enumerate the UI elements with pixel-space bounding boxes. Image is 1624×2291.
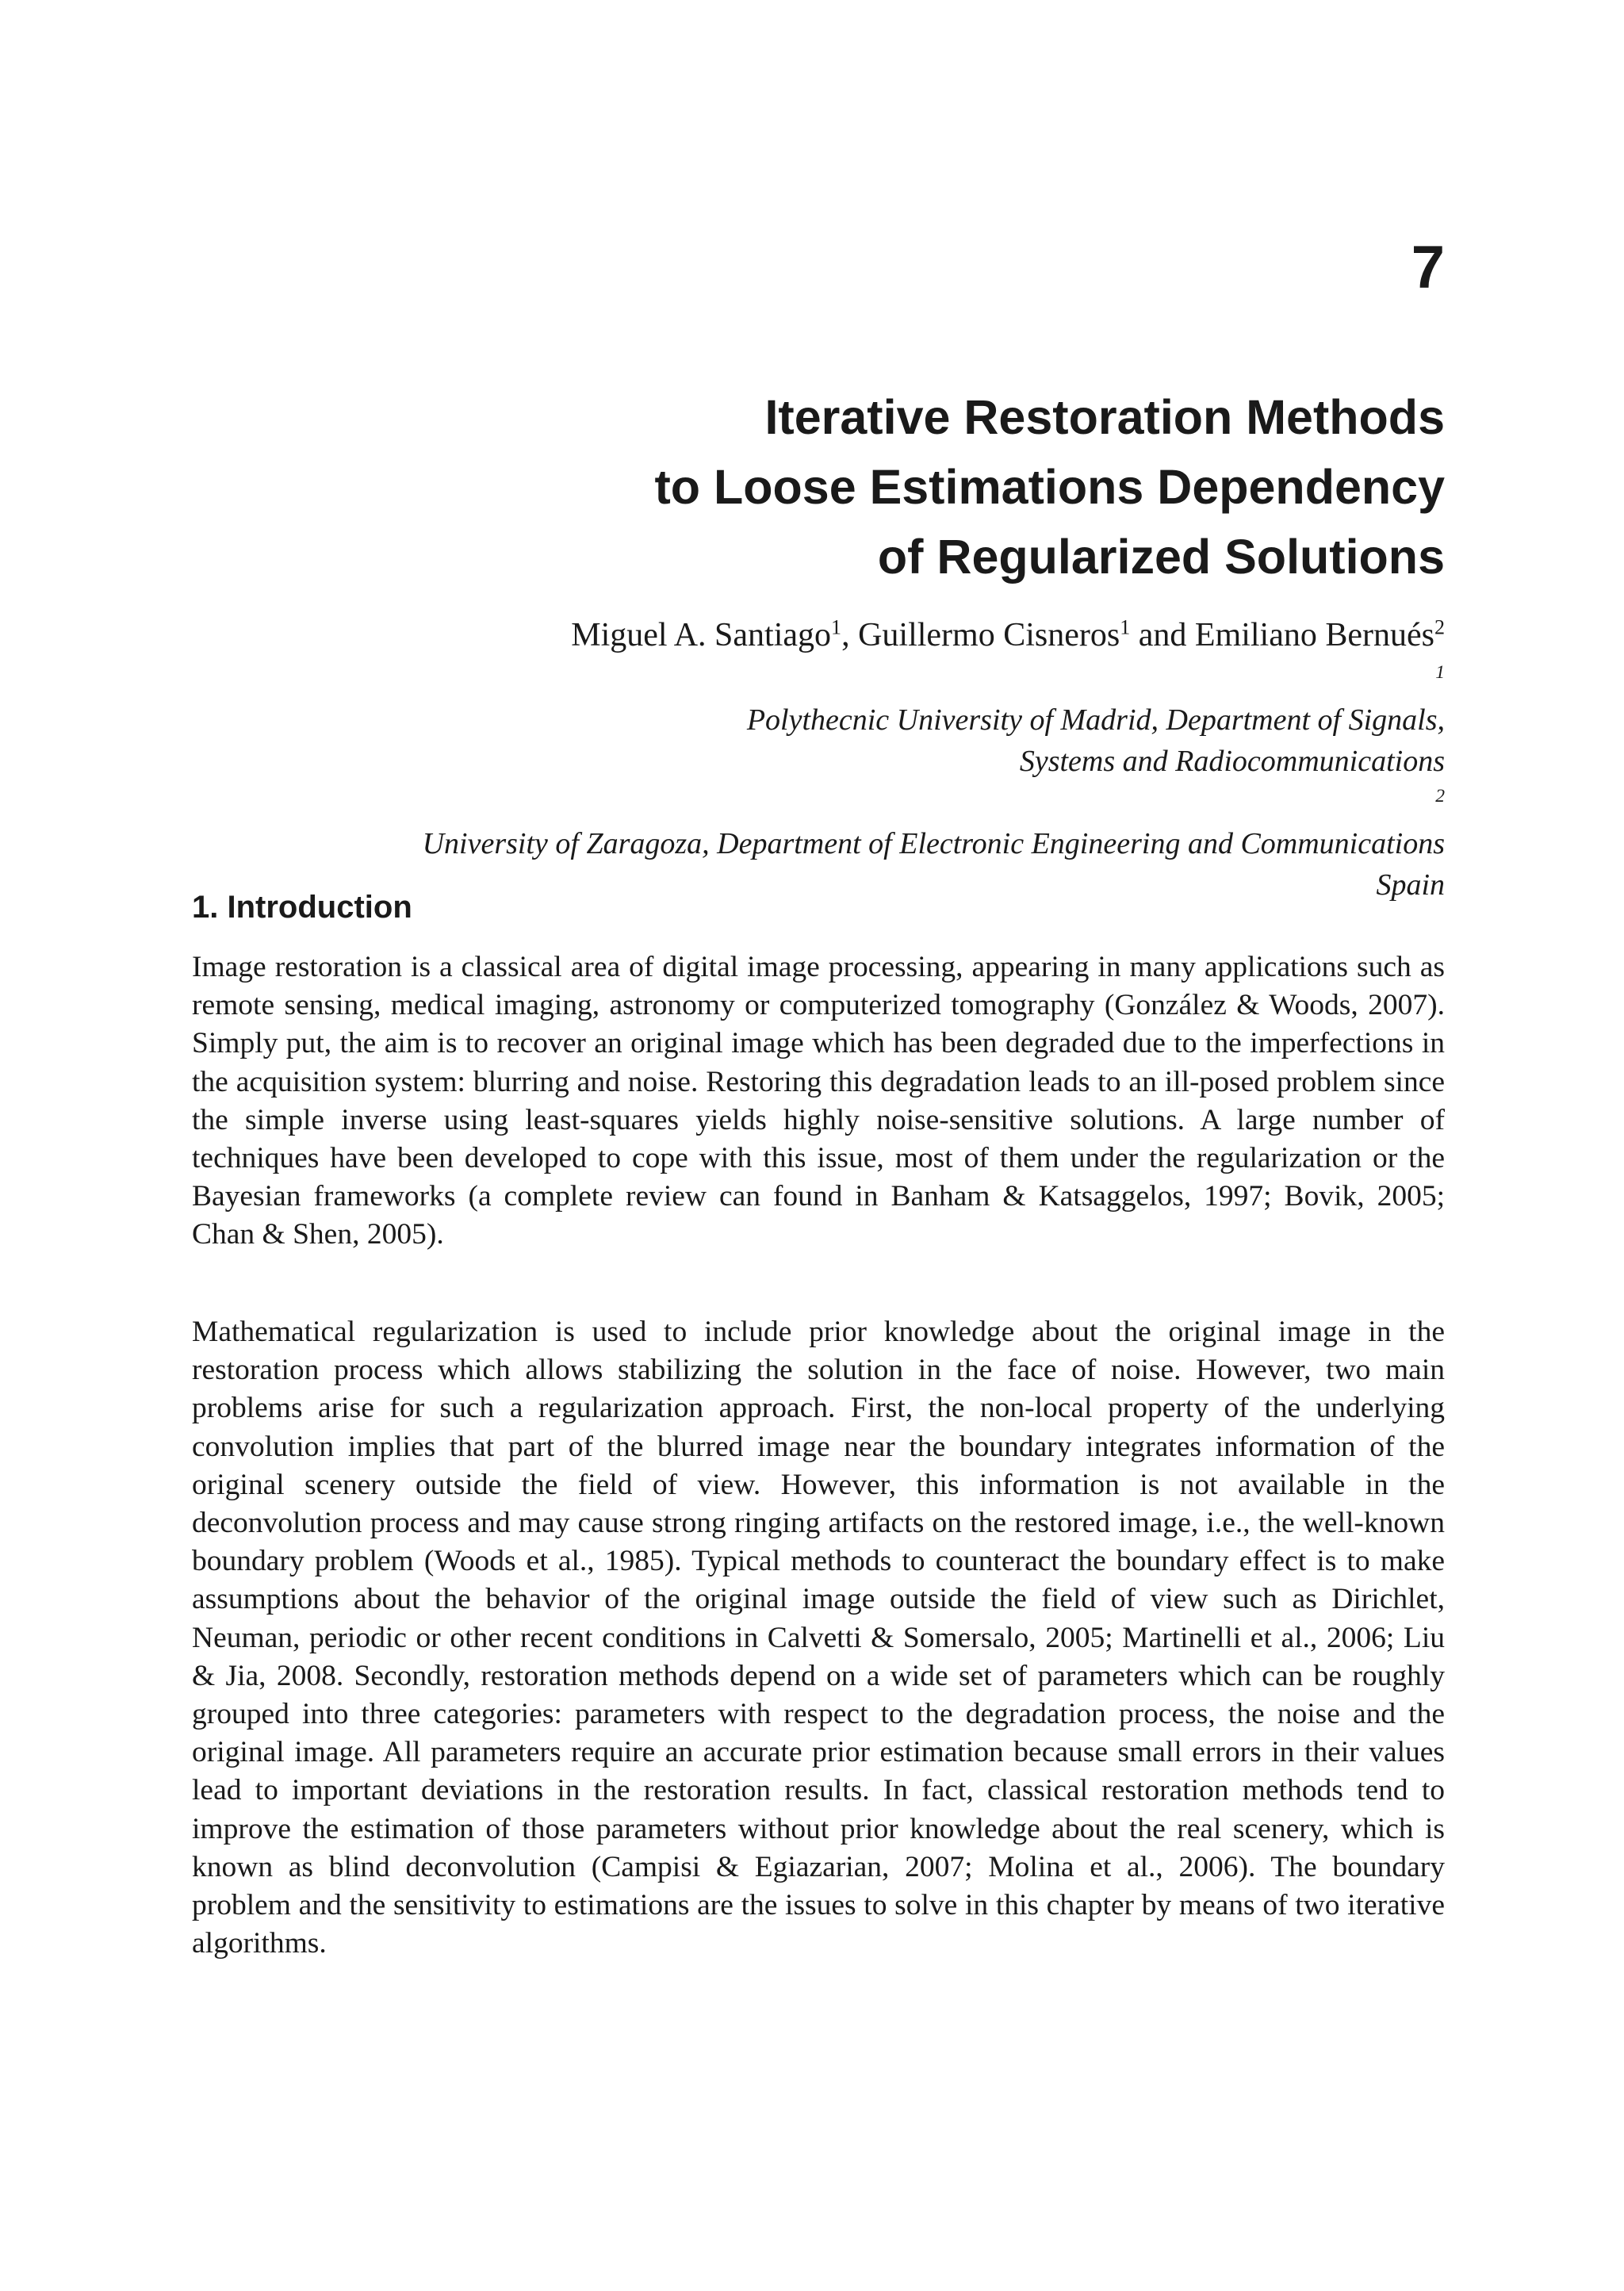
author-affiliation-mark: 2 (1434, 615, 1445, 639)
author-affiliation-mark: 1 (1120, 615, 1131, 639)
section-heading: 1. Introduction (192, 890, 412, 925)
affiliation-1-line-1 (97, 658, 1445, 741)
chapter-title-line-3: of Regularized Solutions (877, 530, 1445, 584)
body-paragraph-2: Mathematical regularization is used to include prior knowledge about the original image in the restoration process which allows stabilizing the solution in the face of noise. However, two main problems arise for such a regularization approach. First, the non-local property of the underlying convolution implies that part of the blurred image near the boundary integrates information of the original scenery outside the field of view. However, this information is not available in the deconvolution process and may cause strong ringing artifacts on the restored image, i.e., the well-known boundary problem (Woods et al., 1985). Typical methods to counteract the boundary effect is to make assumptions about the behavior of the original image outside the field of view such as Dirichlet, Neuman, periodic or other recent conditions in Calvetti & Somersalo, 2005; Martinelli et al., 2006; Liu & Jia, 2008. Secondly, restoration methods depend on a wide set of parameters which can be roughly grouped into three categories: parameters with respect to the degradation process, the noise and the original image. All parameters require an accurate prior estimation because small errors in their values lead to important deviations in the restoration results. In fact, classical restoration methods tend to improve the estimation of those parameters without prior knowledge about the real scenery, which is known as blind deconvolution (Campisi & Egiazarian, 2007; Molina et al., 2006). The boundary problem and the sensitivity to estimations are the issues to solve in this chapter by means of two iterative algorithms. (192, 1316, 1445, 1960)
affiliation-text: Polythecnic University of Madrid, Department of Signals, (746, 703, 1445, 737)
affiliation-mark: 2 (1435, 786, 1445, 807)
affiliation-1-line-2: Systems and Radiocommunications (1019, 745, 1445, 778)
author-affiliation-mark: 1 (831, 615, 842, 639)
affiliation-text: University of Zaragoza, Department of Electronic Engineering and Communications (422, 827, 1445, 860)
affiliation-2-line-1 (97, 782, 1445, 864)
author-separator: , (841, 617, 859, 653)
author-list (97, 614, 1445, 657)
affiliation-country: Spain (1376, 868, 1445, 902)
author-name: Miguel A. Santiago (571, 617, 832, 653)
chapter-title (255, 382, 1445, 592)
author-separator: and (1130, 617, 1195, 653)
author-name: Emiliano Bernués (1194, 617, 1434, 653)
affiliation-mark: 1 (1435, 662, 1445, 684)
chapter-title-line-2: to Loose Estimations Dependency (654, 460, 1445, 514)
chapter-title-line-1: Iterative Restoration Methods (764, 390, 1445, 444)
chapter-number: 7 (1411, 234, 1445, 301)
body-paragraph-1: Image restoration is a classical area of digital image processing, appearing in many applications such as remote sensing, medical imaging, astronomy or computerized tomography (González & Woods, 2007). Simply put, the aim is to recover an original image which has been degraded due to the imperfections in the acquisition system: blurring and noise. Restoring this degradation leads to an ill-posed problem since the simple inverse using least-squares yields highly noise-sensitive solutions. A large number of techniques have been developed to cope with this issue, most of them under the regularization or the Bayesian frameworks (a complete review can found in Banham & Katsaggelos, 1997; Bovik, 2005; Chan & Shen, 2005). (192, 951, 1445, 1251)
affiliation-block (97, 658, 1445, 906)
author-name: Guillermo Cisneros (858, 617, 1120, 653)
